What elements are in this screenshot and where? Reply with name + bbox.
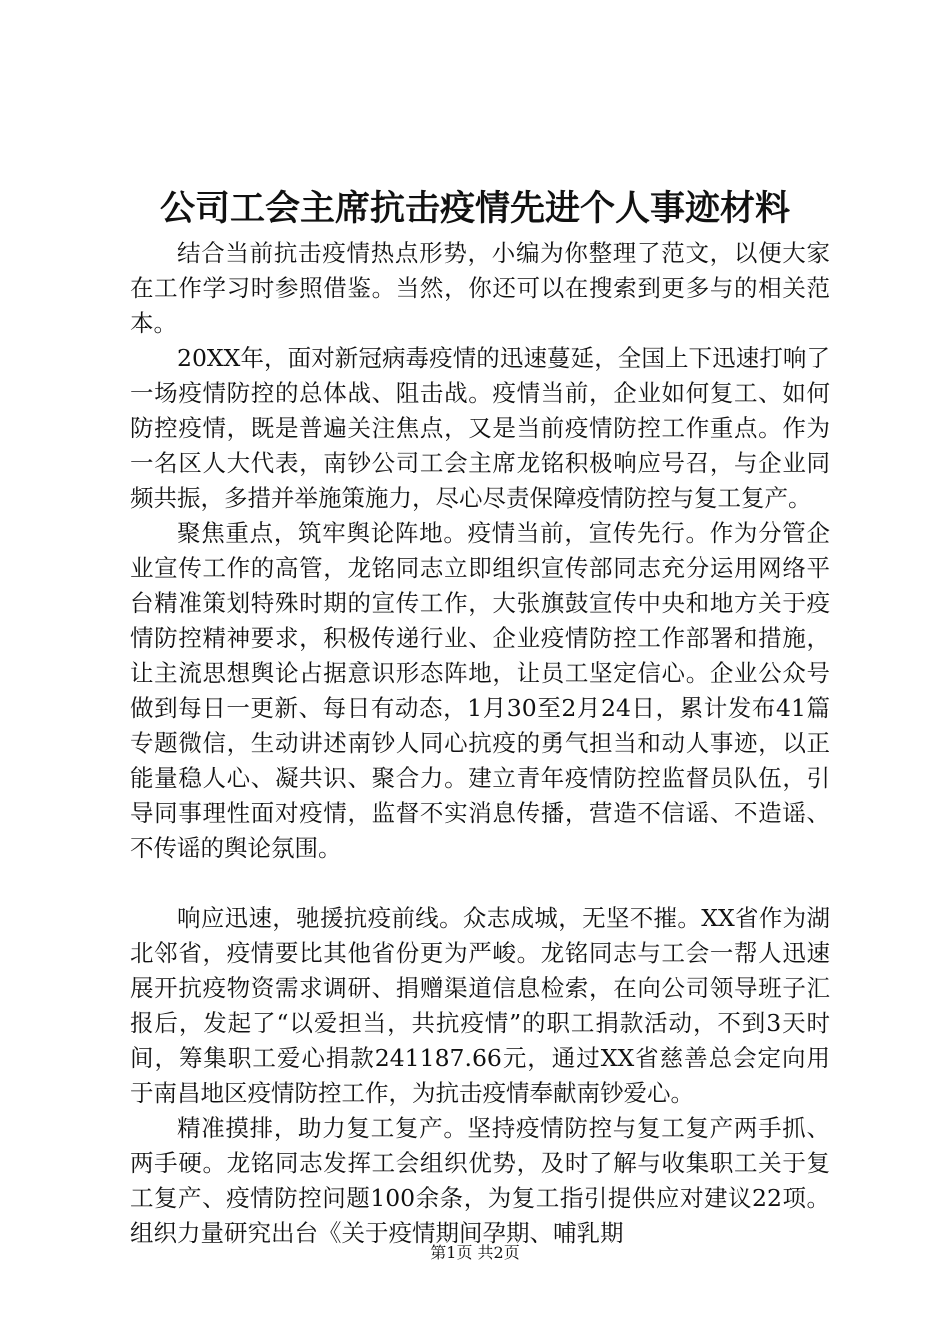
paragraph-background: 20XX年，面对新冠病毒疫情的迅速蔓延，全国上下迅速打响了一场疫情防控的总体战、阻击战。疫情当前，企业如何复工、如何防控疫情，既是普遍关注焦点，又是当前疫情防控工作重点。作为一名区人大代表，南钞公司工会主席龙铭积极响应号召，与企业同频共振，多措并举施策施力，尽心尽责保障疫情防控与复工复产。 xyxy=(130,344,830,512)
paragraph-publicity: 聚焦重点，筑牢舆论阵地。疫情当前，宣传先行。作为分管企业宣传工作的高管，龙铭同志立即组织宣传部同志充分运用网络平台精准策划特殊时期的宣传工作，大张旗鼓宣传中央和地方关于疫情防控精神要求，积极传递行业、企业疫情防控工作部署和措施，让主流思想舆论占据意识形态阵地，让员工坚定信心。企业公众号做到每日一更新、每日有动态，1月30至2月24日，累计发布41篇专题微信，生动讲述南钞人同心抗疫的勇气担当和动人事迹，以正能量稳人心、凝共识、聚合力。建立青年疫情防控监督员队伍，引导同事理性面对疫情，监督不实消息传播，营造不信谣、不造谣、不传谣的舆论氛围。 xyxy=(130,519,830,862)
document-body xyxy=(130,236,830,1251)
paragraph-resumption: 精准摸排，助力复工复产。坚持疫情防控与复工复产两手抓、两手硬。龙铭同志发挥工会组织优势，及时了解与收集职工关于复工复产、疫情防控问题100余条，为复工指引提供应对建议22项。组织力量研究出台《关于疫情期间孕期、哺乳期 xyxy=(130,1114,830,1247)
document-title: 公司工会主席抗击疫情先进个人事迹材料 xyxy=(159,188,790,229)
paragraph-donation: 响应迅速，驰援抗疫前线。众志成城，无坚不摧。XX省作为湖北邻省，疫情要比其他省份更为严峻。龙铭同志与工会一帮人迅速展开抗疫物资需求调研、捐赠渠道信息检索，在向公司领导班子汇报后，发起了“以爱担当，共抗疫情”的职工捐款活动，不到3天时间，筹集职工爱心捐款241187.66元，通过XX省慈善总会定向用于南昌地区疫情防控工作，为抗击疫情奉献南钞爱心。 xyxy=(130,904,830,1107)
paragraph-intro: 结合当前抗击疫情热点形势，小编为你整理了范文，以便大家在工作学习时参照借鉴。当然，你还可以在搜索到更多与的相关范本。 xyxy=(130,239,830,337)
page-number-footer: 第1页 共2页 xyxy=(430,1243,520,1262)
